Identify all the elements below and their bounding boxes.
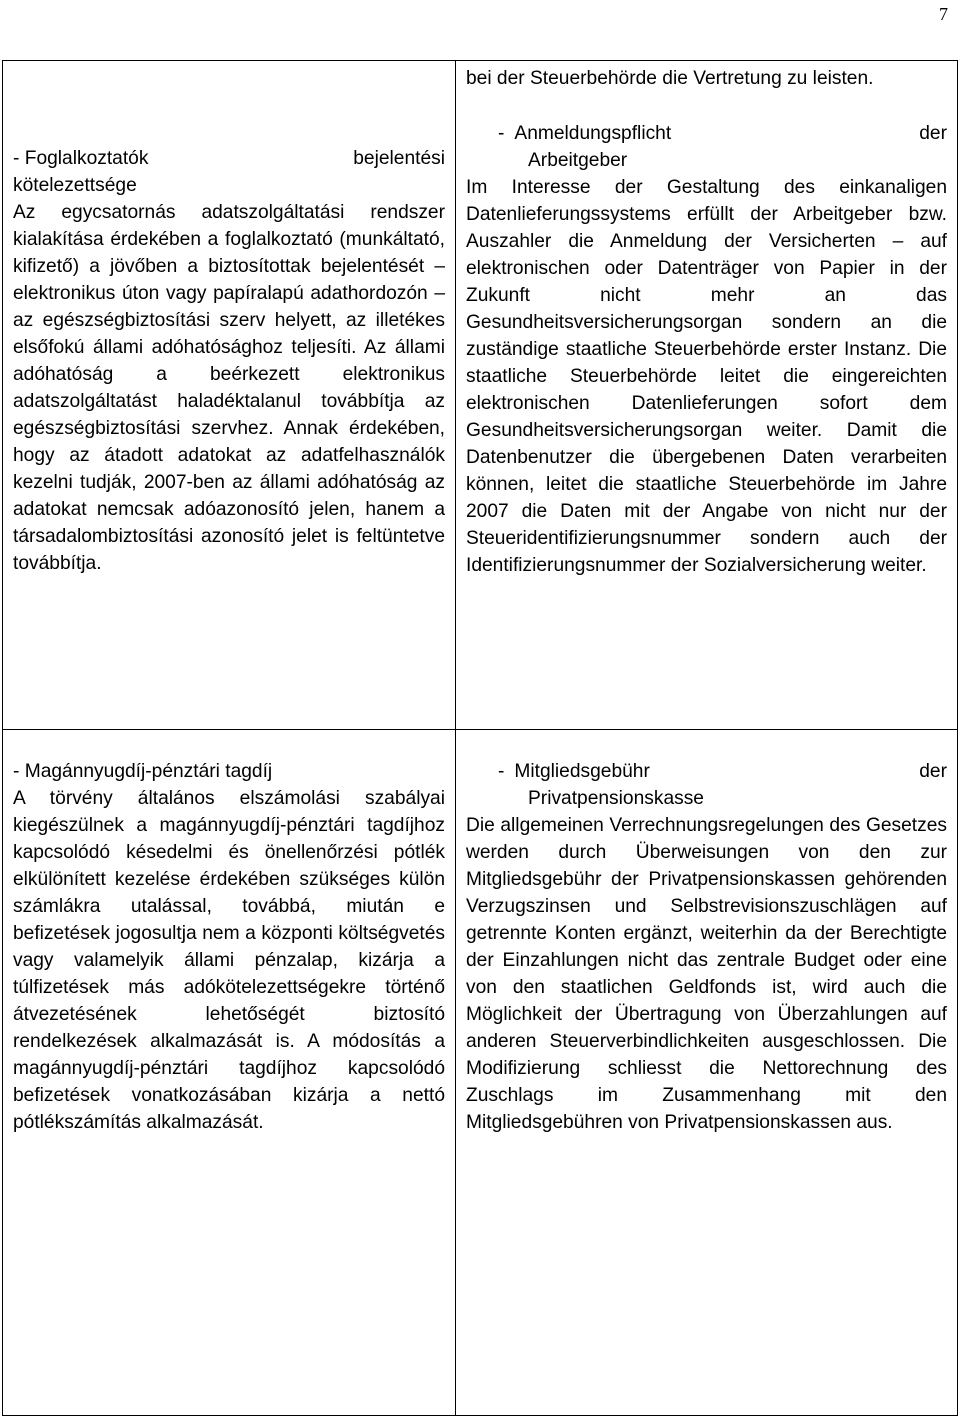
section-title-de-1-line2: Arbeitgeber	[528, 150, 628, 171]
section-title-de-1: Anmeldungspflicht	[514, 123, 672, 144]
section-title-row	[13, 145, 445, 172]
hungarian-cell-pension-fee	[3, 730, 456, 1416]
title-dash: -	[498, 123, 505, 144]
section-title-de-1-end: der	[919, 123, 947, 144]
section-title-row	[466, 758, 947, 785]
section-hu-2	[13, 730, 445, 1136]
paragraph-de-2: Die allgemeinen Verrechnungsregelungen des Gesetzes werden durch Überweisungen von den zur Mitgliedsgebühr der Privatpensionskassen gehörenden Verzugszinsen und Selbstrevisionszuschlägen auf getrennte Konten ergänzt, weiterhin da der Berechtigte der Einzahlungen nicht das zentrale Budget oder eine von den staatlichen Geldfonds ist, wird auch die Möglichkeit der Übertragung von Überzahlungen auf anderen Steuerverbindlichkeiten ausgeschlossen. Die Modifizierung schliesst die Nettorechnung des Zuschlags im Zusammenhang mit den Mitgliedsgebühren von Privatpensionskassen aus.	[466, 815, 947, 1133]
section-title-de-2: Mitgliedsgebühr	[514, 761, 650, 782]
section-hu-1	[13, 61, 445, 577]
section-de-1	[466, 92, 947, 579]
section-title-de-2-line2: Privatpensionskasse	[528, 788, 704, 809]
page-number: 7	[939, 4, 948, 24]
section-de-2	[466, 730, 947, 1136]
section-title-hu-1: - Foglalkoztatók	[13, 148, 149, 169]
hungarian-cell-employer-notification	[3, 61, 456, 730]
section-title-hu-1-end: bejelentési	[353, 148, 445, 169]
table-row	[3, 61, 958, 730]
section-title-de-2-end: der	[919, 761, 947, 782]
section-title-hu-2: - Magánnyugdíj-pénztári tagdíj	[13, 761, 273, 782]
section-title-row	[466, 120, 947, 147]
title-dash: -	[498, 761, 505, 782]
section-title-hu-1-line2: kötelezettsége	[13, 175, 137, 196]
german-cell-pension-fee	[456, 730, 958, 1416]
paragraph-hu-1: Az egycsatornás adatszolgáltatási rendszer kialakítása érdekében a foglalkoztató (munkáltató, kifizető) a jövőben a biztosítottak bejelentését – elektronikus úton vagy papíralapú adathordozón – az egészségbiztosítási szerv helyett, az illetékes elsőfokú állami adóhatósághoz teljesíti. Az állami adóhatóság a beérkezett elektronikus adatszolgáltatást haladéktalanul továbbítja az egészségbiztosítási szervhez. Annak érdekében, hogy az átadott adatokat az adatfelhasználók kezelni tudják, 2007-ben az állami adóhatóság az adatokat nemcsak adóazonosító jelen, hanem a társadalombiztosítási azonosító jelet is feltüntetve továbbítja.	[13, 202, 445, 574]
paragraph-de-1: Im Interesse der Gestaltung des einkanaligen Datenlieferungssystems erfüllt der Arbeitgeber bzw. Auszahler die Anmeldung der Versicherten – auf elektronischen oder Datenträger von Papier in der Zukunft nicht mehr an das Gesundheitsversicherungsorgan sondern an die zuständige staatliche Steuerbehörde erster Instanz. Die staatliche Steuerbehörde leitet die eingereichten elektronischen Datenlieferungen sofort dem Gesundheitsversicherungsorgan weiter. Damit die Datenbenutzer die übergebenen Daten verarbeiten können, leitet die staatliche Steuerbehörde im Jahre 2007 die Daten mit der Angabe von nicht nur der Steueridentifizierungsnummer sondern auch der Identifizierungsnummer der Sozialversicherung weiter.	[466, 177, 947, 576]
german-cell-employer-notification	[456, 61, 958, 730]
table-row	[3, 730, 958, 1416]
paragraph-hu-2: A törvény általános elszámolási szabályai kiegészülnek a magánnyugdíj-pénztári tagdíjhoz kapcsolódó késedelmi és önellenőrzési pótlék elkülönített kezelése érdekében szükséges külön számlákra utalással, továbbá, miután e befizetések jogosultja nem a központi költségvetés vagy valamelyik állami pénzalap, kizárja a túlfizetések más adókötelezettségekre történő átvezetésének lehetőségét biztosító rendelkezések alkalmazását is. A módosítás a magánnyugdíj-pénztári tagdíjhoz kapcsolódó befizetések vonatkozásában kizárja a nettó pótlékszámítás alkalmazását.	[13, 788, 445, 1133]
continuation-text-de: bei der Steuerbehörde die Vertretung zu leisten.	[466, 68, 874, 89]
bilingual-table	[2, 60, 958, 1416]
